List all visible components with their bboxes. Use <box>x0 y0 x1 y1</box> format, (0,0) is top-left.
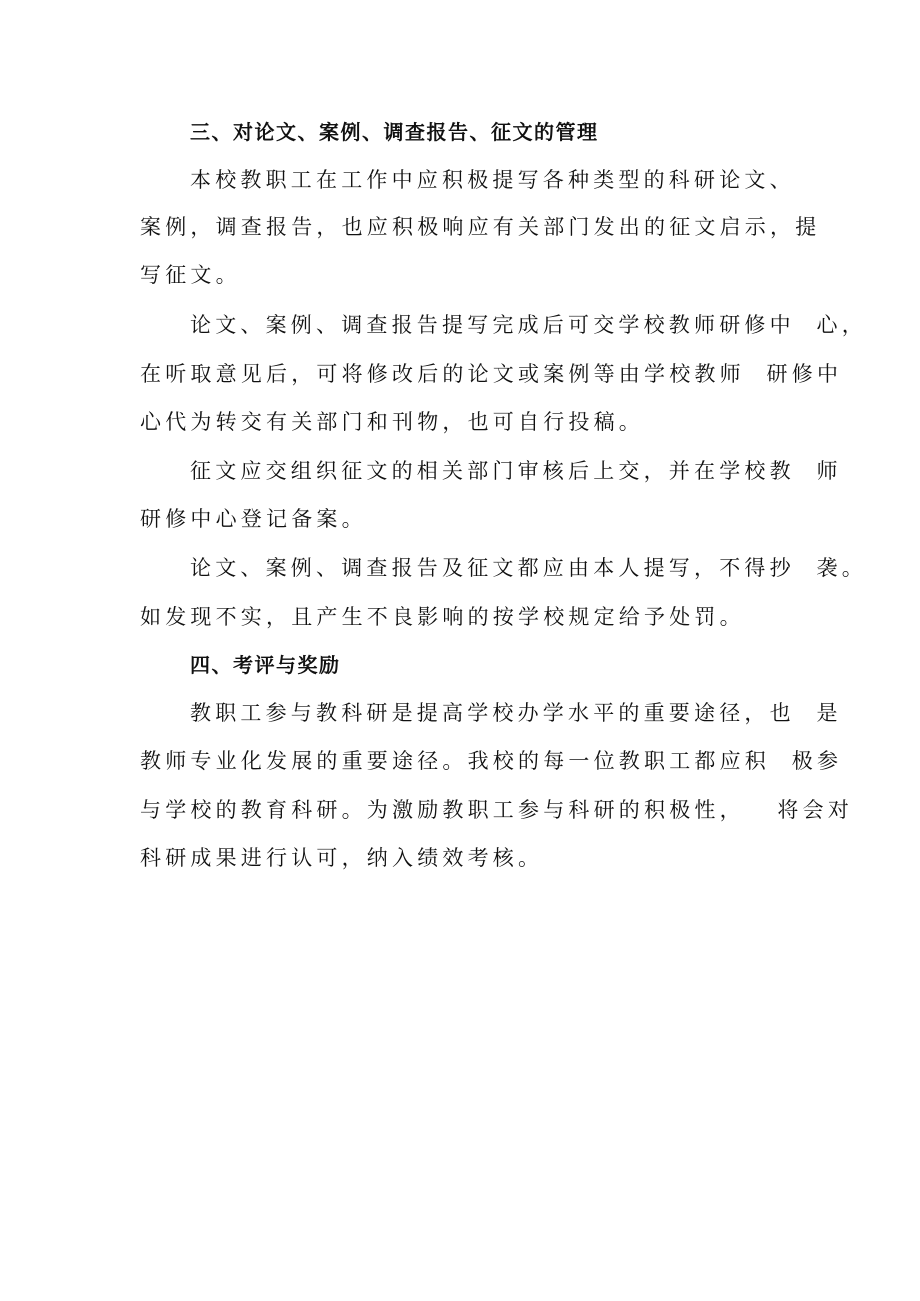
paragraph-line: 本校教职工在工作中应积极提写各种类型的科研论文、 <box>190 168 795 192</box>
paragraph-line: 论文、案例、调查报告及征文都应由本人提写，不得抄 袭。 <box>190 556 867 580</box>
paragraph-line: 教师专业化发展的重要途径。我校的每一位教职工都应积 极参 <box>140 749 843 773</box>
paragraph-line: 案例，调查报告，也应积极响应有关部门发出的征文启示，提 <box>140 215 821 239</box>
paragraph-line: 在听取意见后，可将修改后的论文或案例等由学校教师 研修中 <box>140 362 843 386</box>
paragraph-line: 如发现不实，且产生不良影响的按学校规定给予处罚。 <box>140 605 745 629</box>
paragraph-line: 写征文。 <box>140 263 241 287</box>
paragraph-line: 教职工参与教科研是提高学校办学水平的重要途径，也 是 <box>190 701 842 725</box>
section-heading-4: 四、考评与奖励 <box>190 653 341 677</box>
paragraph-line: 心代为转交有关部门和刊物，也可自行投稿。 <box>140 410 644 434</box>
paragraph-line: 与学校的教育科研。为激励教职工参与科研的积极性， 将会对 <box>140 798 854 822</box>
paragraph-line: 研修中心登记备案。 <box>140 507 367 531</box>
paragraph-line: 论文、案例、调查报告提写完成后可交学校教师研修中 心， <box>190 313 867 337</box>
paragraph-line: 科研成果进行认可，纳入绩效考核。 <box>140 846 544 870</box>
section-heading-3: 三、对论文、案例、调查报告、征文的管理 <box>190 120 599 144</box>
paragraph-line: 征文应交组织征文的相关部门审核后上交，并在学校教 师 <box>190 459 842 483</box>
